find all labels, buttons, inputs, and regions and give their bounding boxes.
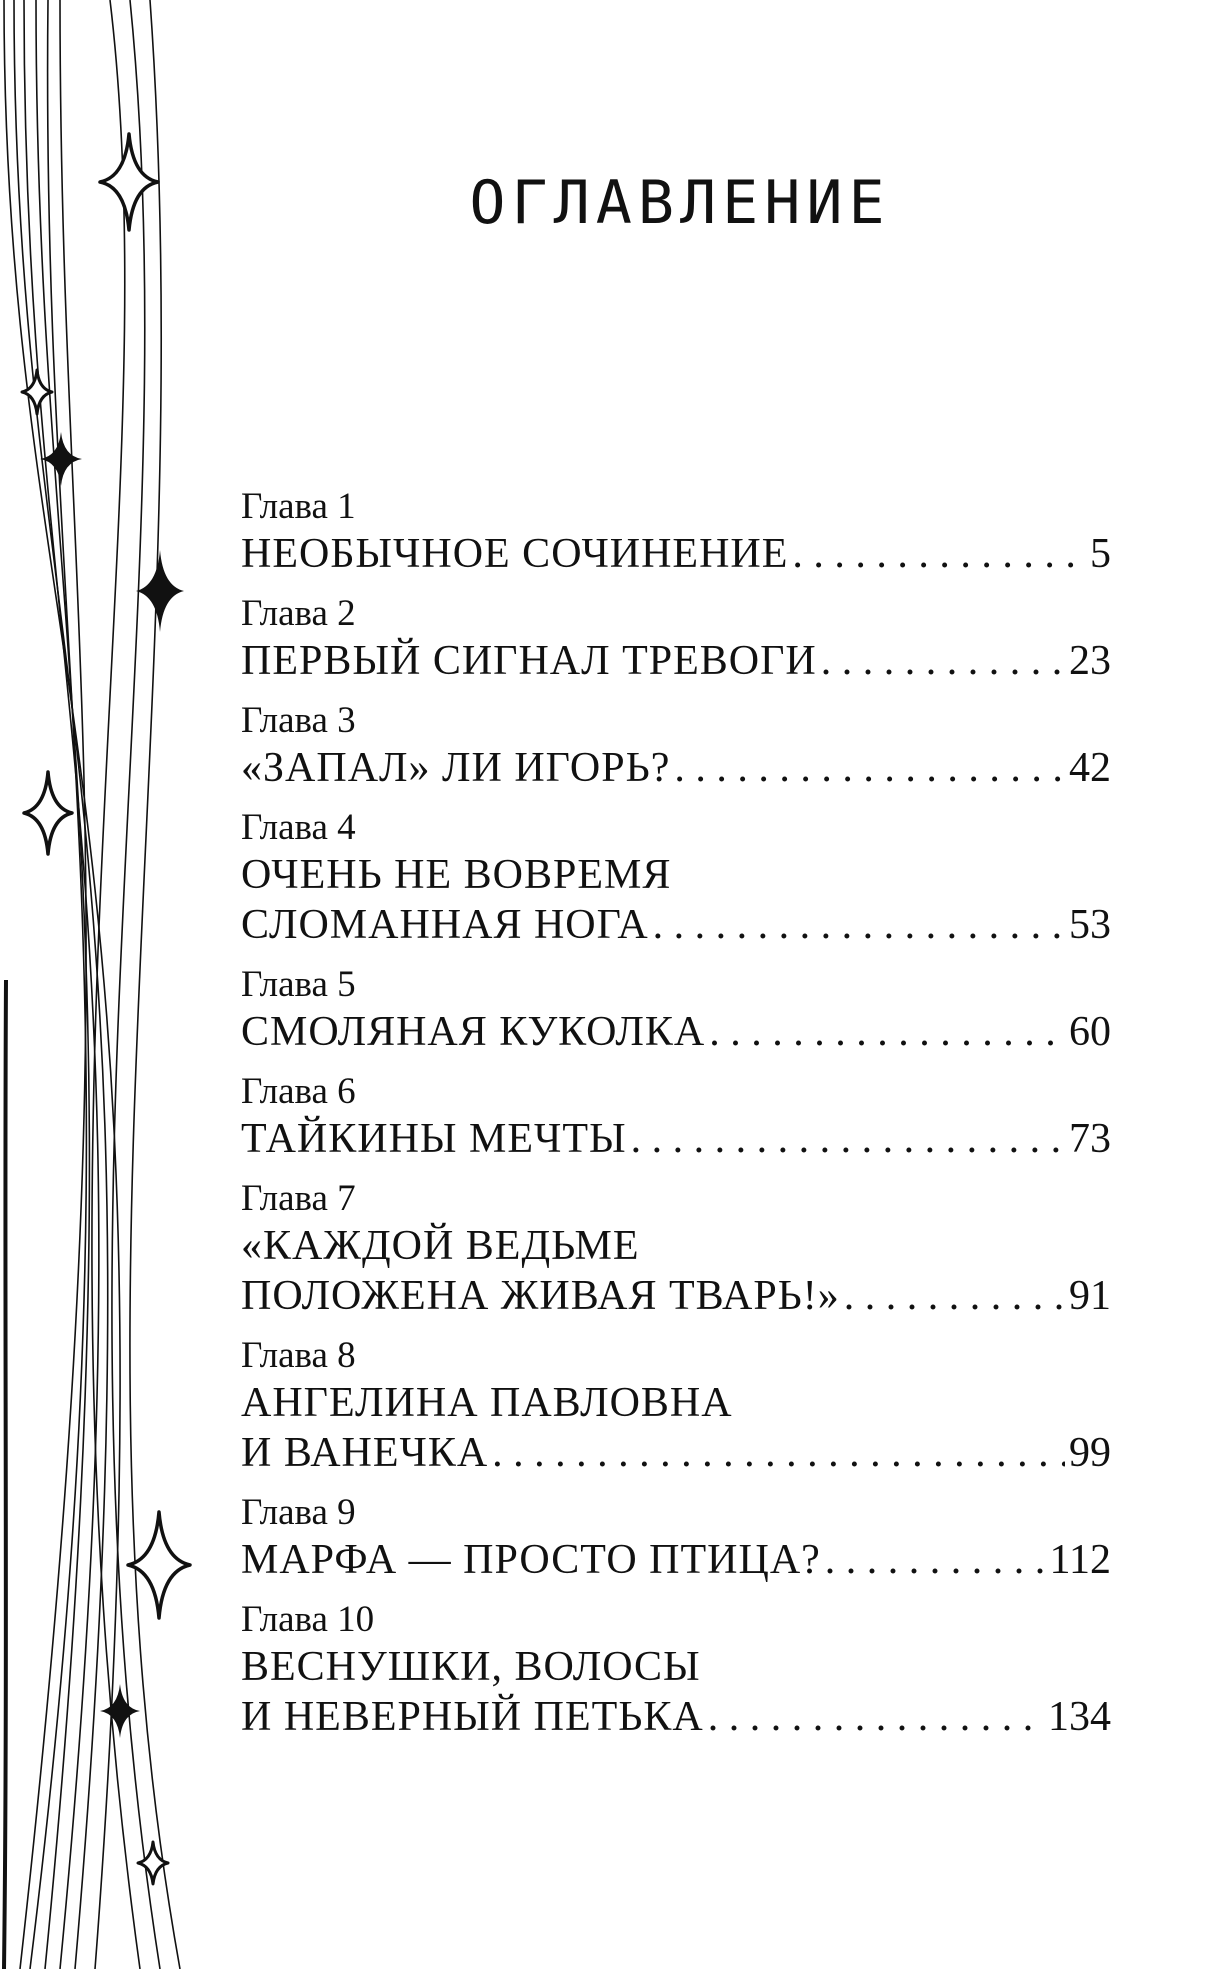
chapter-title: И ВАНЕЧКА [241,1430,489,1476]
chapter-label: Глава 7 [241,1178,356,1219]
toc-entry-5 [241,963,1111,1057]
chapter-title: И НЕВЕРНЫЙ ПЕТЬКА [241,1694,704,1740]
chapter-title-line [241,1535,1111,1585]
toc-entry-10 [241,1598,1111,1742]
toc-entry-2 [241,592,1111,686]
chapter-label: Глава 5 [241,964,356,1005]
toc-entry-4 [241,806,1111,950]
chapter-title: МАРФА — ПРОСТО ПТИЦА? [241,1537,821,1583]
dot-leader [653,900,1065,950]
chapter-title: АНГЕЛИНА ПАВЛОВНА [241,1380,733,1426]
chapter-title: НЕОБЫЧНОЕ СОЧИНЕНИЕ [241,531,789,577]
chapter-title: ПЕРВЫЙ СИГНАЛ ТРЕВОГИ [241,638,817,684]
page-number: 73 [1069,1116,1111,1162]
chapter-title-line [241,1428,1111,1478]
toc-entry-3 [241,699,1111,793]
chapter-title: ТАЙКИНЫ МЕЧТЫ [241,1116,627,1162]
page-title: ОГЛАВЛЕНИЕ [469,168,891,238]
toc-entry-9 [241,1491,1111,1585]
chapter-label: Глава 8 [241,1335,356,1376]
toc-entry-6 [241,1070,1111,1164]
dot-leader [844,1271,1065,1321]
chapter-title-line [241,900,1111,950]
page-number: 99 [1069,1430,1111,1476]
sparkle-icon [98,1682,142,1740]
chapter-title: ВЕСНУШКИ, ВОЛОСЫ [241,1644,701,1690]
page-number: 91 [1069,1273,1111,1319]
chapter-title-line [241,850,1111,900]
table-of-contents [241,485,1111,1755]
page-number: 5 [1090,531,1111,577]
page-number: 60 [1069,1009,1111,1055]
sparkle-icon [98,132,160,232]
chapter-title: «ЗАПАЛ» ЛИ ИГОРЬ? [241,745,671,791]
chapter-title-line [241,529,1111,579]
sparkle-icon [20,368,54,416]
page-number: 53 [1069,902,1111,948]
chapter-label: Глава 3 [241,700,356,741]
chapter-title: СЛОМАННАЯ НОГА [241,902,649,948]
chapter-title: ОЧЕНЬ НЕ ВОВРЕМЯ [241,852,672,898]
dot-leader [492,1428,1065,1478]
sparkle-icon [22,770,74,856]
chapter-title: «КАЖДОЙ ВЕДЬМЕ [241,1223,640,1269]
chapter-title-line [241,1271,1111,1321]
chapter-label: Глава 2 [241,593,356,634]
sparkle-icon [136,1840,170,1886]
toc-entry-1 [241,485,1111,579]
chapter-title-line [241,1007,1111,1057]
chapter-title: СМОЛЯНАЯ КУКОЛКА [241,1009,706,1055]
chapter-title: ПОЛОЖЕНА ЖИВАЯ ТВАРЬ!» [241,1273,840,1319]
dot-leader [674,743,1065,793]
toc-entry-8 [241,1334,1111,1478]
chapter-label: Глава 1 [241,486,356,527]
dot-leader [708,1692,1044,1742]
page-number: 134 [1048,1694,1111,1740]
dot-leader [825,1535,1046,1585]
chapter-label: Глава 10 [241,1599,375,1640]
chapter-title-line [241,1378,1111,1428]
page-number: 112 [1049,1537,1111,1583]
dot-leader [631,1114,1065,1164]
chapter-title-line [241,743,1111,793]
page-number: 42 [1069,745,1111,791]
sparkle-icon [38,430,84,488]
dot-leader [821,636,1065,686]
dot-leader [792,529,1086,579]
page-number: 23 [1069,638,1111,684]
chapter-title-line [241,1114,1111,1164]
chapter-title-line [241,1642,1111,1692]
dot-leader [709,1007,1065,1057]
chapter-title-line [241,1692,1111,1742]
chapter-title-line [241,1221,1111,1271]
chapter-label: Глава 4 [241,807,356,848]
sparkle-icon [126,1510,192,1620]
sparkle-icon [134,548,186,634]
chapter-title-line [241,636,1111,686]
toc-entry-7 [241,1177,1111,1321]
chapter-label: Глава 9 [241,1492,356,1533]
chapter-label: Глава 6 [241,1071,356,1112]
